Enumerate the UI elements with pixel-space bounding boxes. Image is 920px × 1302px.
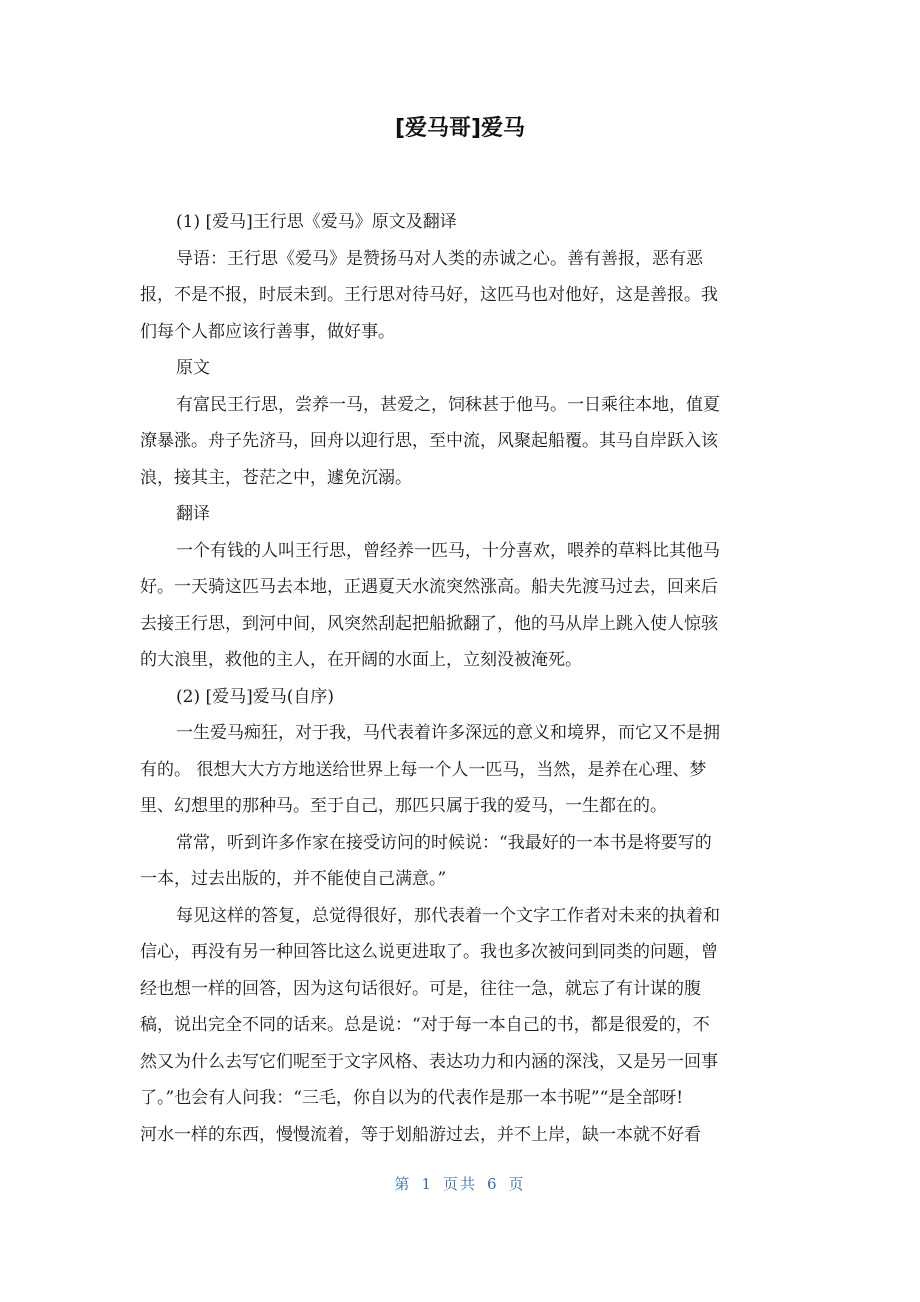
text-line: 稿，说出完全不同的话来。总是说：“对于每一本自己的书，都是很爱的，不 <box>140 1015 710 1035</box>
text-line: 报，不是不报，时辰未到。王行思对待马好，这匹马也对他好，这是善报。我 <box>140 285 718 305</box>
text-line: 信心，再没有另一种回答比这么说更进取了。我也多次被问到同类的问题，曾 <box>140 942 718 962</box>
text-line: 了。”也会有人问我：“三毛，你自以为的代表作是那一本书呢”“是全部呀! <box>140 1088 684 1108</box>
paragraph <box>140 679 782 716</box>
footer-page-of: 页共 <box>442 1175 477 1193</box>
paragraph <box>140 241 782 351</box>
text-line: 导语：王行思《爱马》是赞扬马对人类的赤诚之心。善有善报，恶有恶 <box>176 248 703 269</box>
footer-page-label: 第 <box>394 1175 412 1193</box>
paragraph <box>140 715 782 825</box>
text-line: 里、幻想里的那种马。至于自己，那匹只属于我的爱马，一生都在的。 <box>140 796 667 816</box>
text-line: 一生爱马痴狂，对于我，马代表着许多深远的意义和境界，而它又不是拥 <box>176 723 720 743</box>
footer-total-pages: 6 <box>487 1175 499 1193</box>
text-line: 原文 <box>176 358 210 378</box>
text-line: (1) [爱马]王行思《爱马》原文及翻译 <box>176 212 457 232</box>
text-line: 常常，听到许多作家在接受访问的时候说：“我最好的一本书是将要写的 <box>176 832 712 853</box>
text-line: 浪，接其主，苍茫之中，遽免沉溺。 <box>140 467 412 488</box>
text-line: 一本，过去出版的，并不能使自己满意。” <box>140 869 447 889</box>
text-line: (2) [爱马]爱马(自序) <box>176 686 335 707</box>
page-footer <box>0 1172 920 1196</box>
text-line: 们每个人都应该行善事，做好事。 <box>140 321 395 342</box>
paragraph <box>140 350 782 387</box>
text-line: 好。一天骑这匹马去本地，正遇夏天水流突然涨高。船夫先渡马过去，回来后 <box>140 577 718 597</box>
text-line: 然又为什么去写它们呢至于文字风格、表达功力和内涵的深浅，又是另一回事 <box>140 1051 718 1072</box>
text-line: 的大浪里，救他的主人，在开阔的水面上，立刻没被淹死。 <box>140 650 582 670</box>
text-line: 去接王行思，到河中间，风突然刮起把船掀翻了，他的马从岸上跳入使人惊骇 <box>140 613 718 634</box>
text-line: 有的。 很想大大方方地送给世界上每一个人一匹马，当然，是养在心理、梦 <box>140 759 707 780</box>
text-line: 每见这样的答复，总觉得很好，那代表着一个文字工作者对未来的执着和 <box>176 905 720 926</box>
paragraph <box>140 825 782 898</box>
paragraph <box>140 387 782 497</box>
text-line: 有富民王行思，尝养一马，甚爱之，饲秣甚于他马。一日乘往本地，值夏 <box>176 394 720 415</box>
page-title: [爱马哥]爱马 <box>394 116 526 141</box>
text-line: 河水一样的东西，慢慢流着，等于划船游过去，并不上岸，缺一本就不好看 <box>140 1124 701 1145</box>
text-line: 潦暴涨。舟子先济马，回舟以迎行思，至中流，风聚起船覆。其马自岸跃入该 <box>140 431 718 451</box>
footer-page-number: 1 <box>421 1175 433 1193</box>
text-line: 经也想一样的回答，因为这句话很好。可是，往往一急，就忘了有计谋的腹 <box>140 978 701 999</box>
text-line: 翻译 <box>176 504 210 524</box>
paragraph <box>140 496 782 533</box>
paragraph <box>140 533 782 679</box>
text-line: 一个有钱的人叫王行思，曾经养一匹马，十分喜欢，喂养的草料比其他马 <box>176 540 720 561</box>
paragraph <box>140 898 782 1154</box>
document-body <box>140 204 782 1153</box>
footer-page-suffix: 页 <box>508 1175 526 1193</box>
paragraph <box>140 204 782 241</box>
